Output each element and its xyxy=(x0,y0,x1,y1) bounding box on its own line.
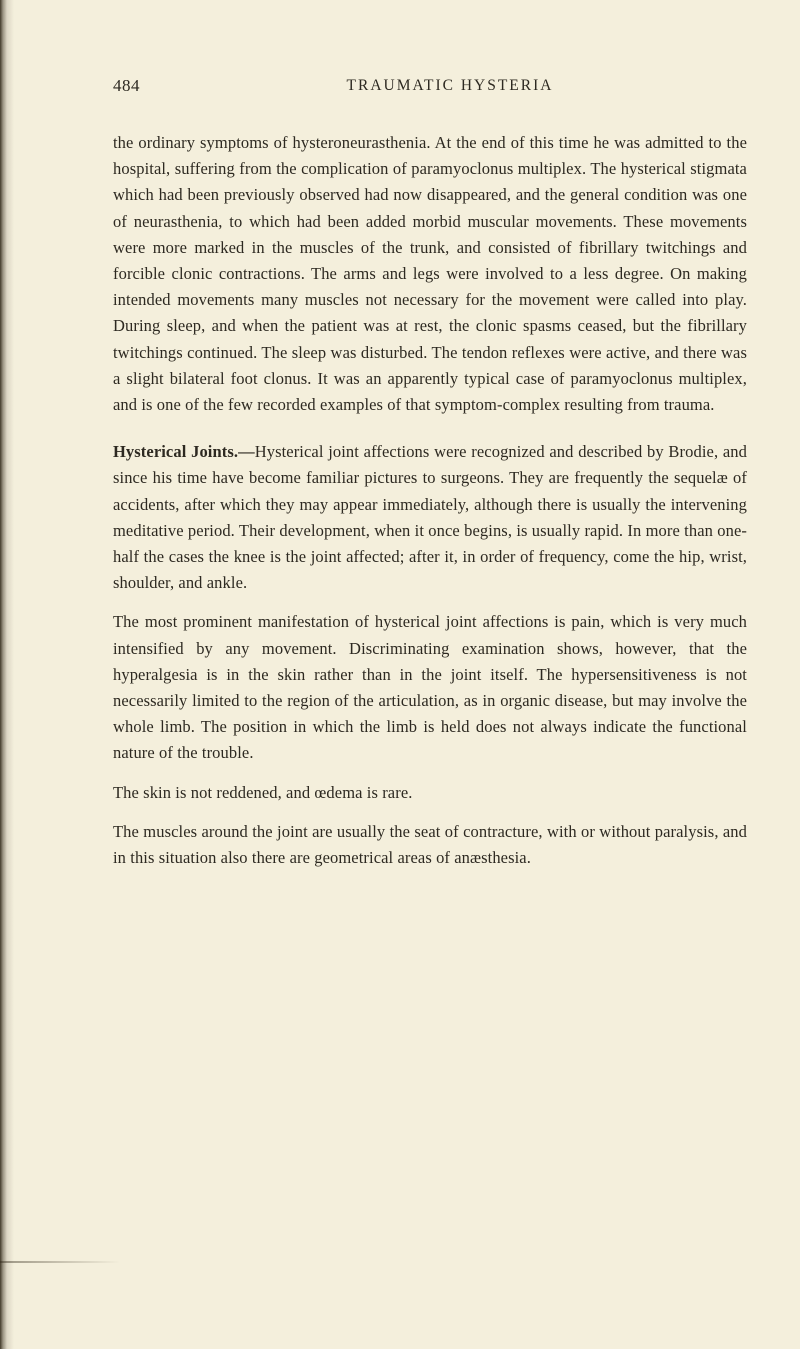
running-header: TRAUMATIC HYSTERIA xyxy=(346,77,554,94)
paragraph-with-heading: Hysterical Joints.—Hysterical joint affections were recognized and described by Brodie, and since his time have become familiar pictures to surgeons. They are frequently the sequelæ of accidents, after which they may appear immediately, although there is usually the intervening meditative period. Their development, when it once begins, is usually rapid. In more than one-half the cases the knee is the joint affected; after it, in order of frequency, come the hip, wrist, shoulder, and ankle. xyxy=(113,442,747,593)
paragraph: The most prominent manifestation of hysterical joint affections is pain, which is very much intensified by any movement. Discriminating examination shows, however, that the hyperalgesia is in the skin rather than in the joint itself. The hypersensitiveness is not necessarily limited to the region of the articulation, as in organic disease, but may involve the whole limb. The position in which the limb is held does not always indicate the functional nature of the trouble. xyxy=(113,612,747,763)
paragraph: The skin is not reddened, and œdema is rare. xyxy=(113,782,413,802)
page-scan-artifact-line xyxy=(0,1261,120,1263)
section-heading: Hysterical Joints.— xyxy=(113,442,255,462)
paragraph: the ordinary symptoms of hysteroneurasthenia. At the end of this time he was admitted to the hospital, suffering from the complication of paramyoclonus multiplex. The hysterical stigmata which had been previously observed had now disappeared, and the general condition was one of neurasthenia, to which had been added morbid muscular movements. These movements were more marked in the muscles of the trunk, and consisted of fibrillary twitchings and forcible clonic contractions. The arms and legs were involved to a less degree. On making intended movements many muscles not necessary for the movement were called into play. During sleep, and when the patient was at rest, the clonic spasms ceased, but the fibrillary twitchings continued. The sleep was disturbed. The tendon reflexes were active, and there was a slight bilateral foot clonus. It was an apparently typical case of paramyoclonus multiplex, and is one of the few recorded examples of that symptom-complex resulting from trauma. xyxy=(113,133,747,415)
page-number: 484 xyxy=(113,76,140,95)
page-header xyxy=(113,76,747,102)
text-block xyxy=(113,130,747,871)
page-binding-shadow xyxy=(0,0,14,1349)
page-content xyxy=(113,76,747,871)
paragraph: The muscles around the joint are usually the seat of contracture, with or without paralysis, and in this situation also there are geometrical areas of anæsthesia. xyxy=(113,821,747,868)
